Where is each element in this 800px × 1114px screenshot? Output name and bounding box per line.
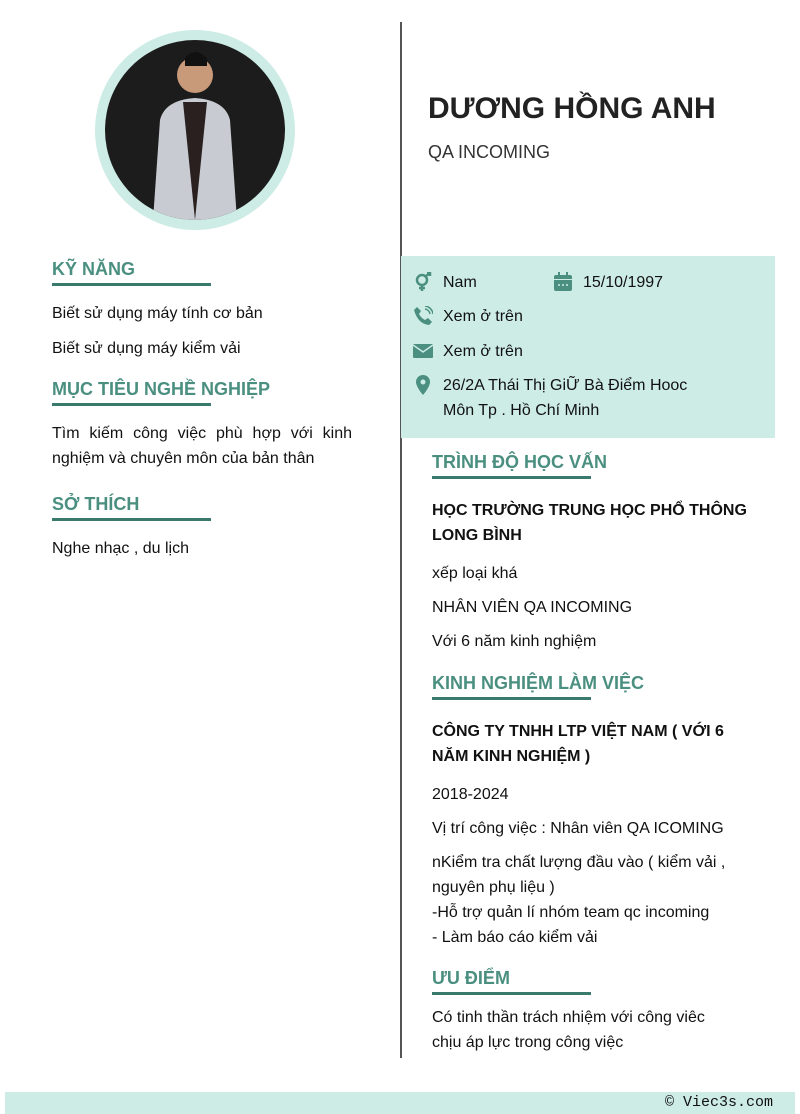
- work-company-2: NĂM KINH NGHIỆM ): [432, 748, 591, 765]
- education-title: TRÌNH ĐỘ HỌC VẤN: [432, 452, 607, 472]
- phone-icon: [413, 306, 433, 326]
- work-desc-line: nguyên phụ liệu ): [432, 879, 555, 896]
- address-line1: 26/2A Thái Thị GiỮ Bà Điểm Hooc: [443, 377, 688, 394]
- education-underline: [432, 476, 591, 479]
- strengths-underline: [432, 992, 591, 995]
- strength-item: Có tinh thần trách nhiệm với công viêc: [432, 1009, 705, 1026]
- calendar-icon: [553, 272, 573, 292]
- skill-item: Biết sử dụng máy tính cơ bản: [52, 305, 263, 322]
- objective-text-1: Tìm kiếm công việc phù hợp với kinh: [52, 425, 352, 442]
- work-period: 2018-2024: [432, 786, 509, 803]
- hobbies-title: SỞ THÍCH: [52, 494, 140, 514]
- contact-panel: [401, 256, 775, 438]
- education-position: NHÂN VIÊN QA INCOMING: [432, 599, 633, 616]
- work-company: CÔNG TY TNHH LTP VIỆT NAM ( VỚI 6: [432, 723, 724, 740]
- education-grade: xếp loại khá: [432, 565, 518, 582]
- work-desc-line: - Làm báo cáo kiểm vải: [432, 929, 598, 946]
- work-desc-line: -Hỗ trợ quản lí nhóm team qc incoming: [432, 904, 710, 921]
- birthdate-row: [553, 270, 663, 295]
- address-row: [413, 373, 687, 423]
- education-school-2: LONG BÌNH: [432, 527, 522, 544]
- email-value: Xem ở trên: [443, 343, 523, 360]
- email-row: [413, 339, 523, 364]
- strengths-title: ƯU ĐIỂM: [432, 968, 510, 988]
- work-desc-line: nKiểm tra chất lượng đầu vào ( kiểm vải ,: [432, 854, 726, 871]
- gender-row: [413, 270, 477, 295]
- objective-underline: [52, 403, 211, 406]
- candidate-role: QA INCOMING: [428, 142, 551, 162]
- objective-text-2: nghiệm và chuyên môn của bản thân: [52, 450, 315, 467]
- footer-copyright[interactable]: © Viec3s.com: [664, 1094, 773, 1111]
- education-school: HỌC TRƯỜNG TRUNG HỌC PHỔ THÔNG: [432, 502, 747, 519]
- gender-value: Nam: [443, 274, 477, 291]
- skill-item: Biết sử dụng máy kiểm vải: [52, 340, 241, 357]
- work-underline: [432, 697, 591, 700]
- hobbies-text: Nghe nhạc , du lịch: [52, 540, 189, 557]
- work-title: KINH NGHIỆM LÀM VIỆC: [432, 673, 645, 693]
- phone-value: Xem ở trên: [443, 308, 523, 325]
- gender-icon: [413, 272, 433, 292]
- phone-row: [413, 304, 523, 329]
- education-experience: Với 6 năm kinh nghiệm: [432, 633, 597, 650]
- skills-underline: [52, 283, 211, 286]
- work-job: Vị trí công việc : Nhân viên QA ICOMING: [432, 820, 724, 837]
- skills-title: KỸ NĂNG: [52, 259, 136, 279]
- birthdate-value: 15/10/1997: [583, 274, 664, 291]
- column-divider: [400, 22, 402, 1058]
- objective-title: MỤC TIÊU NGHỀ NGHIỆP: [52, 379, 271, 399]
- email-icon: [413, 341, 433, 361]
- hobbies-underline: [52, 518, 211, 521]
- footer: [5, 1092, 795, 1114]
- avatar: [105, 40, 285, 220]
- strength-item: chịu áp lực trong công việc: [432, 1034, 624, 1051]
- address-line2: Môn Tp . Hồ Chí Minh: [443, 402, 600, 419]
- location-pin-icon: [413, 375, 433, 395]
- candidate-name: DƯƠNG HỒNG ANH: [428, 92, 716, 125]
